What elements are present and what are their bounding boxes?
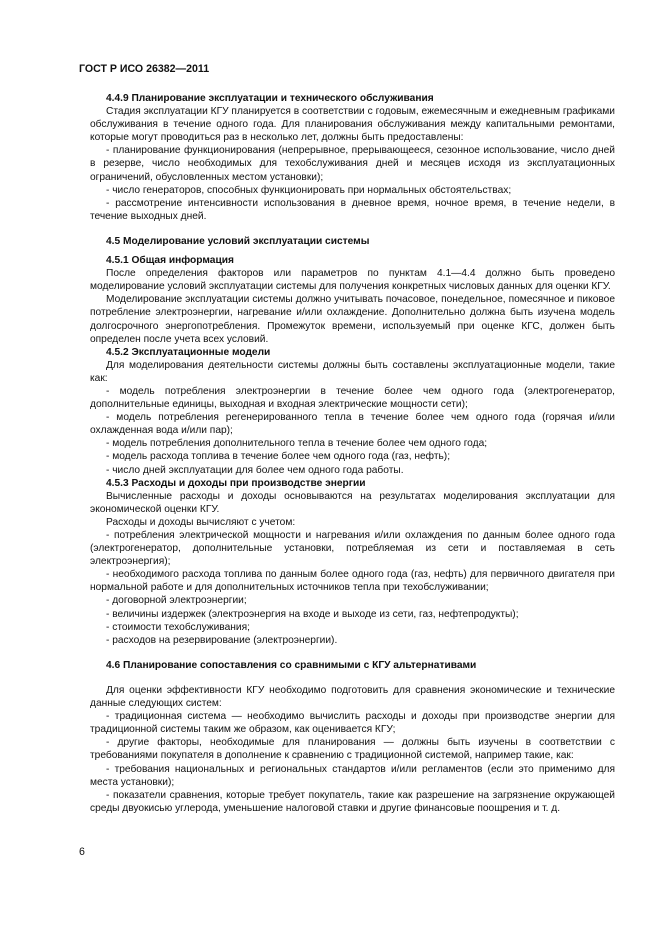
paragraph: - число дней эксплуатации для более чем одного года работы. [106,464,404,476]
paragraph: - модель потребления электроэнергии в течение более чем одного года (электрогенератор, дополнительные единицы, выходная и входная электрические мощности сети); [90,385,615,411]
paragraph: - стоимости техобслуживания; [106,621,250,633]
section-heading: 4.6 Планирование сопоставления со сравнимыми с КГУ альтернативами [106,659,477,671]
paragraph: - модель потребления дополнительного тепла в течение более чем одного года; [106,438,488,450]
section-heading: 4.5 Моделирование условий эксплуатации системы [106,235,370,247]
section-heading: 4.5.3 Расходы и доходы при производстве энергии [106,477,366,489]
paragraph: - другие факторы, необходимые для планирования — должны быть изучены в соответствии с требованиями покупателя в дополнение к сравнению с традиционной системой, например такие, как: [90,737,615,762]
spacer [90,672,615,684]
paragraph: Для моделирования деятельности системы должны быть составлены эксплуатационные модели, такие как: [90,359,615,384]
spacer [90,223,615,235]
paragraph: - требования национальных и региональных стандартов и/или регламентов (если это применимо для места установки); [90,763,615,788]
paragraph: - модель расхода топлива в течение более чем одного года (газ, нефть); [106,451,451,463]
paragraph: - число генераторов, способных функционировать при нормальных обстоятельствах; [106,184,512,196]
section-heading: 4.5.2 Эксплуатационные модели [106,346,271,358]
section-heading: 4.5.1 Общая информация [106,255,234,267]
page-number: 6 [79,846,85,858]
document-body [90,92,615,815]
standard-header: ГОСТ Р ИСО 26382—2011 [79,63,210,75]
paragraph: Для оценки эффективности КГУ необходимо подготовить для сравнения экономические и технические данные следующих систем: [90,684,615,710]
paragraph: - планирование функционирования (непрерывное, прерывающееся, сезонное использование, число дней в резерве, число необходимых для техобслуживания дней и месяцев исходя из эксплуатационных ограничений, обусловленных местом установки); [90,145,615,183]
paragraph: Стадия эксплуатации КГУ планируется в соответствии с годовым, ежемесячным и ежедневным графиками обслуживания в течение одного года. Для планирования обслуживания между капитальными ремонтами, которые могут проводиться раз в несколько лет, должны быть предоставлены: [90,106,615,144]
paragraph: Расходы и доходы вычисляют с учетом: [106,516,296,528]
spacer [90,647,615,659]
section-heading: 4.4.9 Планирование эксплуатации и технического обслуживания [106,93,434,104]
paragraph: - потребления электрической мощности и нагревания и/или охлаждения по данным более одного года (электрогенератор, дополнительные установки, потребляемая из сети и поставляемая в сеть электроэнергия); [90,530,615,568]
paragraph: - рассмотрение интенсивности использования в дневное время, ночное время, в течение недели, в течение выходных дней. [90,197,615,222]
paragraph: После определения факторов или параметров по пунктам 4.1—4.4 должно быть проведено моделирование условий эксплуатации системы для получения конкретных числовых данных для оценки КГУ. [90,268,615,293]
paragraph: - необходимого расхода топлива по данным более одного года (газ, нефть) для первичного двигателя при нормальной работе и для дополнительных источников тепла при техобслуживании; [90,569,615,594]
paragraph: - величины издержек (электроэнергия на входе и выходе из сети, газ, нефтепродукты); [106,608,519,620]
paragraph: Моделирование эксплуатации системы должно учитывать почасовое, понедельное, помесячное и пиковое потребление электроэнергии, нагревание и/или охлаждение. Дополнительно должна быть изучена модель долгосрочного энергопотребления. Промежуток времени, используемый при оценке КГС, должен быть определен после учета всех условий. [90,294,615,345]
paragraph: - модель потребления регенерированного тепла в течение более чем одного года (горячая и/или охлажденная вода и/или пар); [90,412,615,437]
paragraph: - договорной электроэнергии; [106,595,247,607]
paragraph: - традиционная система — необходимо вычислить расходы и доходы при производстве энергии для традиционной системы таким же образом, как оценивается КГУ; [90,711,615,736]
paragraph: Вычисленные расходы и доходы основываются на результатах моделирования эксплуатации для экономической оценки КГУ. [90,490,615,515]
paragraph: - показатели сравнения, которые требует покупатель, такие как разрешение на загрязнение окружающей среды двуокисью углерода, уменьшение налоговой ставки и другие финансовые поощрения и т. д. [90,789,615,814]
paragraph: - расходов на резервирование (электроэнергии). [106,634,338,646]
